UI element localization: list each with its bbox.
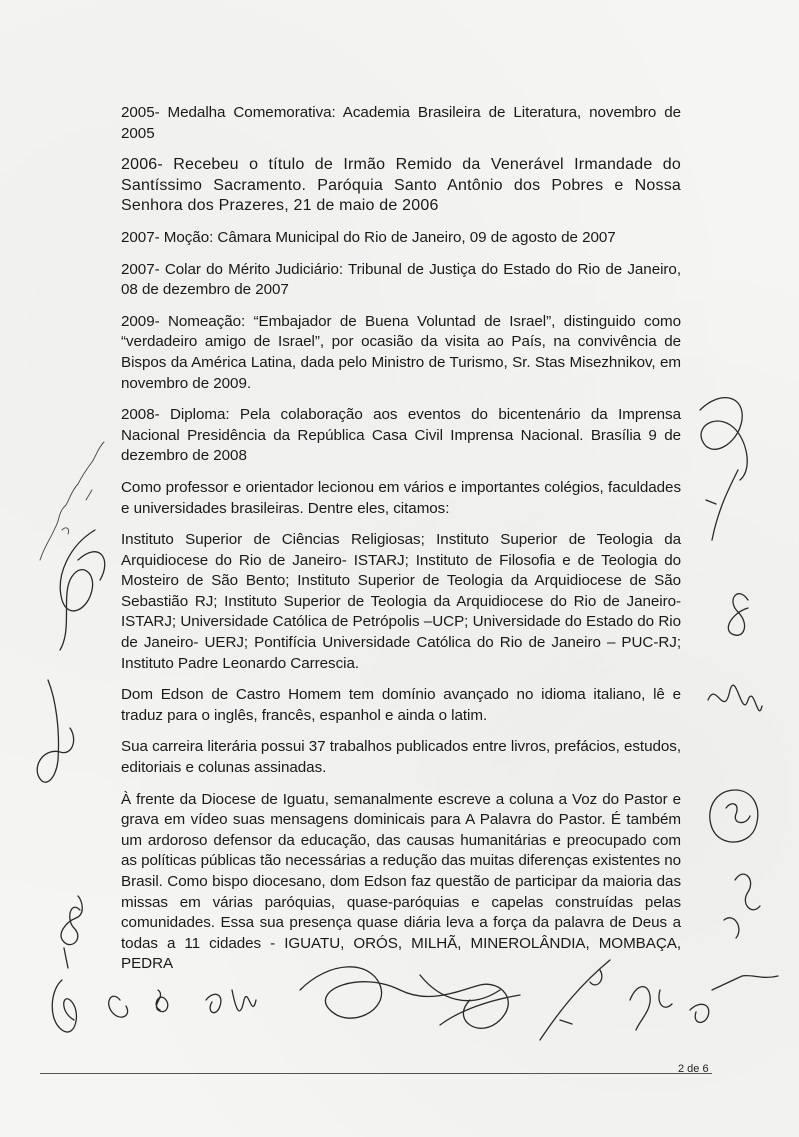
bottom-signature-8 — [630, 987, 672, 1030]
right-signature-4 — [708, 685, 762, 711]
bottom-signature-4 — [206, 990, 256, 1013]
right-signature-1 — [700, 398, 747, 480]
margin-note-handwriting — [40, 442, 104, 560]
bottom-signature-1 — [52, 980, 76, 1032]
paragraph-2007-collar: 2007- Colar do Mérito Judiciário: Tribunal de Justiça do Estado do Rio de Janeiro, 08 de dezembro de 2007 — [121, 260, 681, 299]
right-signature-2 — [706, 470, 738, 540]
paragraph-2009-appointment: 2009- Nomeação: “Embajador de Buena Voluntad de Israel”, distinguido como “verdadeiro amigo de Israel”, por ocasião da visita ao País, na convivência de Bispos da América Latina, dada pelo Ministro de Turismo, Sr. Stas Misezhnikov, em novembro de 2009. — [121, 312, 681, 392]
left-signature-3 — [61, 896, 82, 968]
paragraph-teaching: Como professor e orientador lecionou em vários e importantes colégios, faculdades e universidades brasileiras. Dentre eles, citamos: — [121, 478, 681, 517]
bottom-signature-9 — [690, 976, 778, 1023]
paragraph-diocese: À frente da Diocese de Iguatu, semanalmente escreve a coluna a Voz do Pastor e grava em vídeo suas mensagens dominicais para A Palavra do Pastor. É também um ardoroso defensor da educação, das causas humanitárias e preocupado com as políticas públicas tão necessárias a redução das muitas diferenças existentes no Brasil. Como bispo diocesano, dom Edson faz questão de participar da maioria das missas em várias paróquias, quase-paróquias e capelas construídas pelas comunidades. Essa sua presença quase diária leva a força da palavra de Deus a todas a 11 cidades - IGUATU, ORÓS, MILHÃ, MINEROLÂNDIA, MOMBAÇA, PEDRA — [121, 790, 681, 973]
paragraph-institutions: Instituto Superior de Ciências Religiosas; Instituto Superior de Teologia da Arquidiocese do Rio de Janeiro- ISTARJ; Instituto de Filosofia e de Teologia do Mosteiro de São Bento; Instituto Superior de Teologia da Arquidiocese de São Sebastião RJ; Instituto Superior de Teologia da Arquidiocese do Rio de Janeiro- ISTARJ; Universidade Católica de Petrópolis –UCP; Universidade do Estado do Rio de Janeiro- UERJ; Pontifícia Universidade Católica do Rio de Janeiro – PUC-RJ; Instituto Padre Leonardo Carrescia. — [121, 531, 681, 672]
footer-divider — [40, 1073, 712, 1074]
paragraph-literary-career: Sua carreira literária possui 37 trabalhos publicados entre livros, prefácios, estudos, editoriais e colunas assinadas. — [121, 738, 681, 777]
bottom-signature-3 — [156, 990, 168, 1012]
paragraph-2005-medal: 2005- Medalha Comemorativa: Academia Brasileira de Literatura, novembro de 2005 — [121, 104, 681, 142]
bottom-signature-2 — [109, 996, 128, 1017]
right-signature-3 — [728, 594, 748, 636]
page-number: 2 de 6 — [678, 1063, 709, 1075]
left-signature-2 — [37, 680, 73, 782]
right-signature-6 — [724, 874, 760, 938]
document-body — [121, 103, 681, 986]
paragraph-2006-title: 2006- Recebeu o título de Irmão Remido da Venerável Irmandade do Santíssimo Sacramento. Paróquia Santo Antônio dos Pobres e Nossa Senhora dos Prazeres, 21 de maio de 2006 — [121, 156, 681, 215]
right-signature-5 — [710, 790, 758, 842]
paragraph-2007-motion: 2007- Moção: Câmara Municipal do Rio de Janeiro, 09 de agosto de 2007 — [121, 228, 616, 246]
left-signature-1 — [60, 530, 105, 650]
paragraph-languages: Dom Edson de Castro Homem tem domínio avançado no idioma italiano, lê e traduz para o inglês, francês, espanhol e ainda o latim. — [121, 686, 681, 724]
paragraph-2008-diploma: 2008- Diploma: Pela colaboração aos eventos do bicentenário da Imprensa Nacional Presidência da República Casa Civil Imprensa Nacional. Brasília 9 de dezembro de 2008 — [121, 406, 681, 465]
